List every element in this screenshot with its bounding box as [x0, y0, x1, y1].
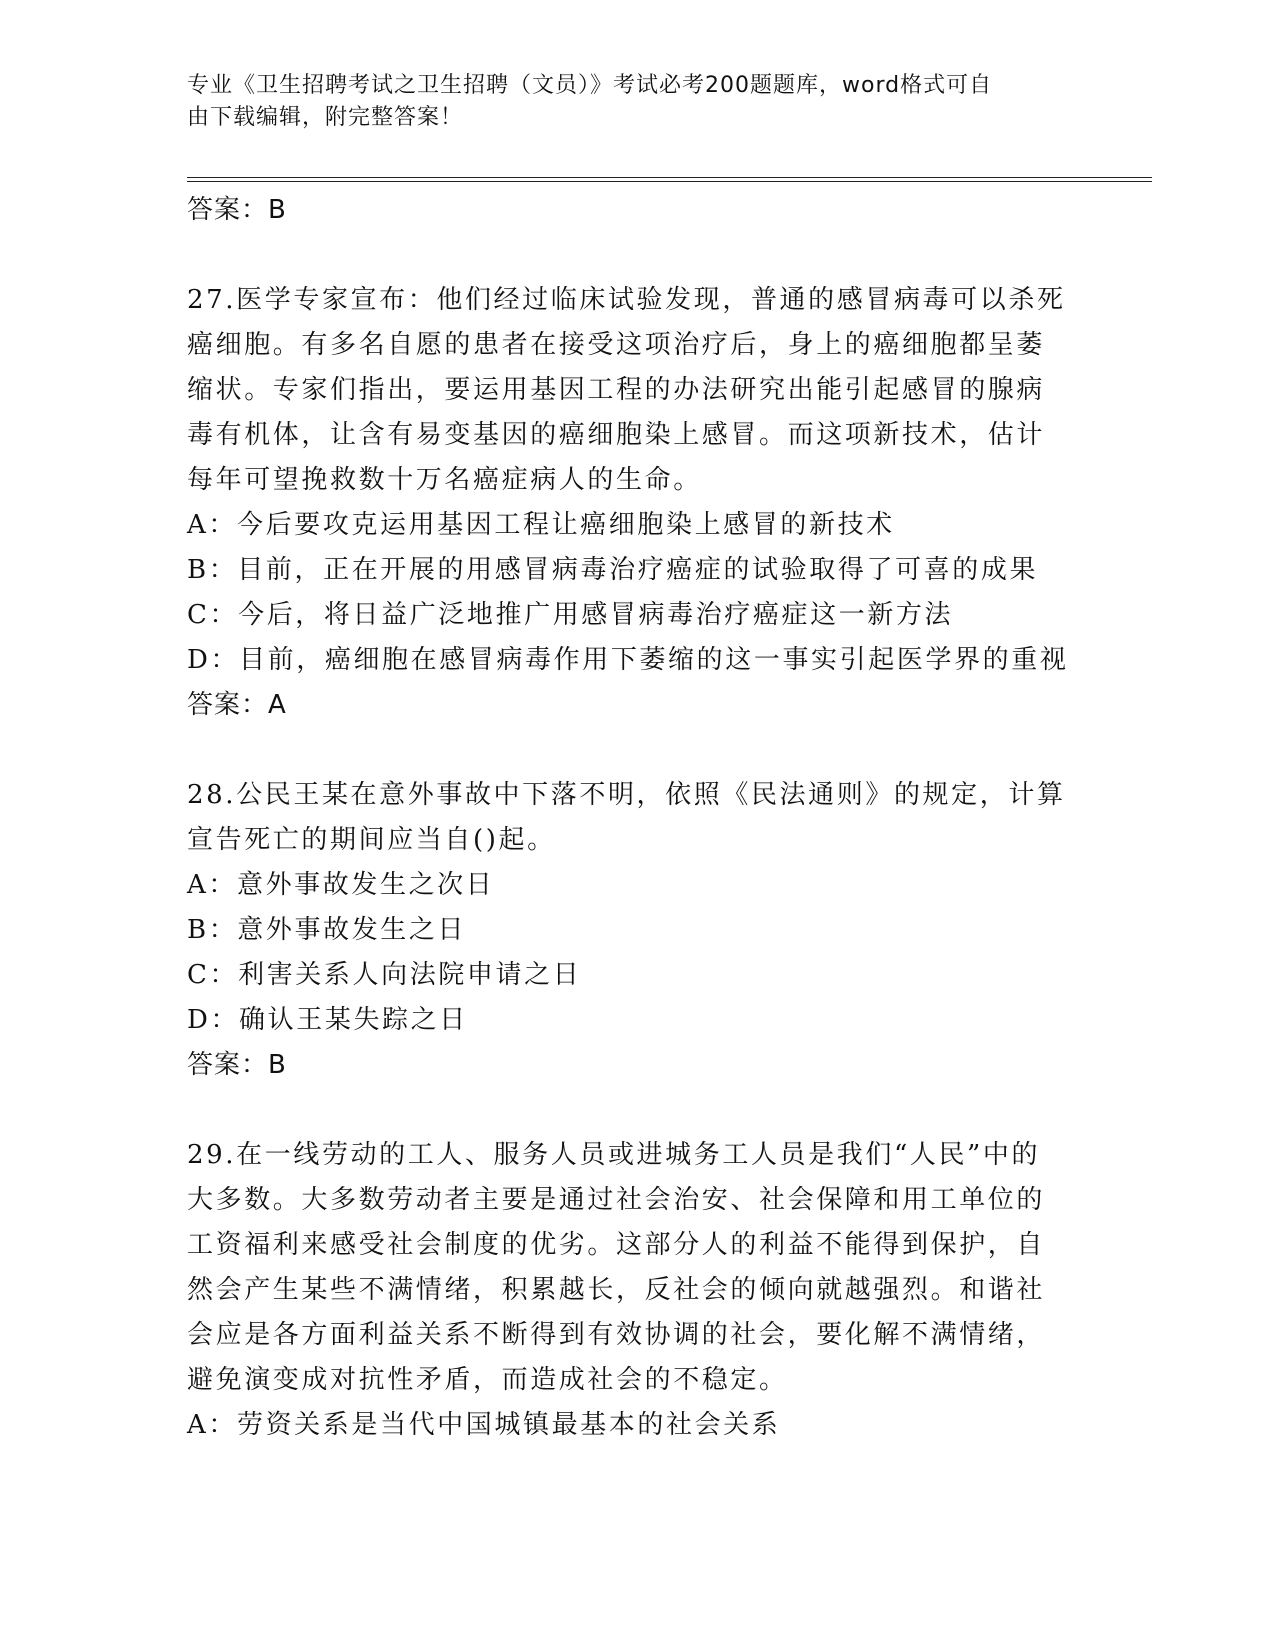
spacer: [187, 1088, 1087, 1133]
question-text-line: 27.医学专家宣布：他们经过临床试验发现，普通的感冒病毒可以杀死: [187, 285, 1066, 315]
question-29: [187, 1133, 1087, 1448]
question-text-line: 大多数。大多数劳动者主要是通过社会治安、社会保障和用工单位的: [187, 1185, 1046, 1215]
option-a: A：意外事故发生之次日: [187, 870, 495, 900]
spacer: [187, 728, 1087, 773]
document-body: [187, 188, 1087, 1448]
option-b: B：目前，正在开展的用感冒病毒治疗癌症的试验取得了可喜的成果: [187, 555, 1039, 585]
option-a: A：今后要攻克运用基因工程让癌细胞染上感冒的新技术: [187, 510, 895, 540]
option-c: C：今后，将日益广泛地推广用感冒病毒治疗癌症这一新方法: [187, 600, 954, 630]
answer-line: 答案：B: [187, 195, 287, 225]
header-line-1: 专业《卫生招聘考试之卫生招聘（文员）》考试必考200题题库，word格式可自: [187, 73, 993, 98]
question-text-line: 宣告死亡的期间应当自()起。: [187, 825, 556, 855]
header-divider-top: [187, 177, 1152, 178]
question-text-line: 28.公民王某在意外事故中下落不明，依照《民法通则》的规定，计算: [187, 780, 1066, 810]
option-d: D：目前，癌细胞在感冒病毒作用下萎缩的这一事实引起医学界的重视: [187, 645, 1069, 675]
answer-line: 答案：B: [187, 1050, 287, 1080]
question-text-line: 缩状。专家们指出，要运用基因工程的办法研究出能引起感冒的腺病: [187, 375, 1046, 405]
question-28: [187, 773, 1087, 1088]
header-divider-bottom: [187, 181, 1152, 182]
question-text-line: 避免演变成对抗性矛盾，而造成社会的不稳定。: [187, 1365, 788, 1395]
question-text-line: 每年可望挽救数十万名癌症病人的生命。: [187, 465, 702, 495]
question-text-line: 工资福利来感受社会制度的优劣。这部分人的利益不能得到保护，自: [187, 1230, 1046, 1260]
header-line-2: 由下载编辑，附完整答案！: [187, 105, 464, 130]
question-text-line: 毒有机体，让含有易变基因的癌细胞染上感冒。而这项新技术，估计: [187, 420, 1046, 450]
spacer: [187, 233, 1087, 278]
question-27: [187, 278, 1087, 728]
question-text-line: 癌细胞。有多名自愿的患者在接受这项治疗后，身上的癌细胞都呈萎: [187, 330, 1046, 360]
option-d: D：确认王某失踪之日: [187, 1005, 468, 1035]
question-text-line: 然会产生某些不满情绪，积累越长，反社会的倾向就越强烈。和谐社: [187, 1275, 1046, 1305]
option-c: C：利害关系人向法院申请之日: [187, 960, 582, 990]
question-text-line: 29.在一线劳动的工人、服务人员或进城务工人员是我们“人民”中的: [187, 1140, 1041, 1170]
option-b: B：意外事故发生之日: [187, 915, 467, 945]
option-a: A：劳资关系是当代中国城镇最基本的社会关系: [187, 1410, 781, 1440]
answer-line: 答案：A: [187, 690, 287, 720]
question-text-line: 会应是各方面利益关系不断得到有效协调的社会，要化解不满情绪，: [187, 1320, 1046, 1350]
document-header: [187, 70, 1067, 134]
